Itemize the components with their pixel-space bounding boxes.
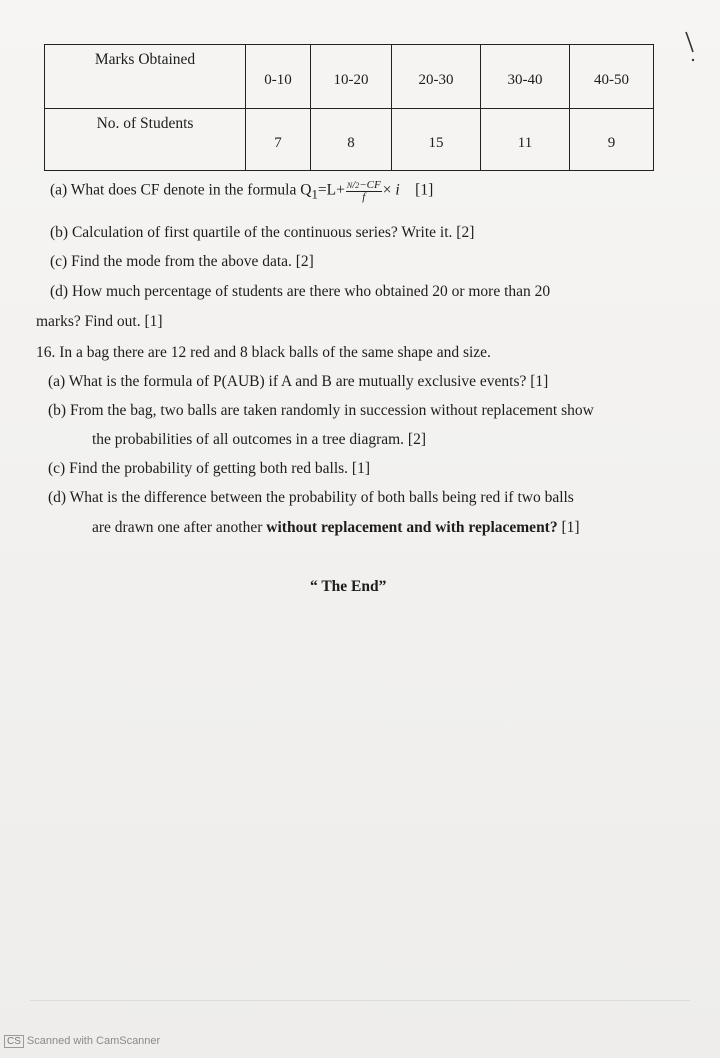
table-cell: 10-20	[311, 45, 392, 109]
question-15c: (c) Find the mode from the above data. [2]	[50, 253, 314, 270]
formula-n: N	[346, 181, 353, 190]
question-16d-line2	[92, 519, 580, 537]
camscanner-logo-icon: CS	[4, 1035, 24, 1048]
table-cell: 20-30	[392, 45, 481, 109]
pen-tick-mark	[684, 30, 698, 66]
table-cell: 11	[481, 109, 570, 171]
table-cell: 30-40	[481, 45, 570, 109]
formula-text: =L+	[317, 181, 345, 199]
table-cell: 9	[570, 109, 654, 171]
end-text: “ The End”	[310, 578, 387, 595]
table-cell: 0-10	[246, 45, 311, 109]
question-15d-line1: (d) How much percentage of students are there who obtained 20 or more than 20	[50, 283, 551, 300]
question-16b-line1: (b) From the bag, two balls are taken randomly in succession without replacement show	[48, 402, 594, 419]
marks-label: [1]	[415, 181, 434, 199]
marks-label: [1]	[557, 519, 580, 536]
formula-denominator: f	[362, 191, 366, 203]
question-text: are drawn one after another	[92, 519, 267, 536]
emphasis-text: without replacement and with replacement?	[266, 519, 558, 536]
subscript: 1	[311, 186, 318, 202]
question-15b: (b) Calculation of first quartile of the continuous series? Write it. [2]	[50, 224, 475, 241]
table-row	[45, 45, 654, 109]
camscanner-watermark	[4, 1035, 160, 1048]
formula-two: 2	[355, 181, 360, 190]
question-16d-line1: (d) What is the difference between the probability of both balls being red if two balls	[48, 489, 574, 506]
question-15d-line2: marks? Find out. [1]	[36, 313, 163, 330]
footer-rule	[30, 1000, 690, 1001]
table-cell: 15	[392, 109, 481, 171]
table-cell: 40-50	[570, 45, 654, 109]
table-cell: 7	[246, 109, 311, 171]
table-row	[45, 109, 654, 171]
question-16b-line2: the probabilities of all outcomes in a tree diagram. [2]	[92, 431, 426, 448]
formula-i: i	[395, 181, 400, 199]
row-header-students: No. of Students	[45, 109, 246, 171]
question-16c: (c) Find the probability of getting both red balls. [1]	[48, 460, 370, 477]
question-16-intro: 16. In a bag there are 12 red and 8 black balls of the same shape and size.	[36, 344, 491, 361]
formula-times: ×	[382, 181, 392, 199]
marks-frequency-table	[44, 44, 654, 171]
formula-fraction: $\frac{N/2-CF}{f}$	[346, 179, 381, 203]
question-16a: (a) What is the formula of P(AUB) if A and B are mutually exclusive events? [1]	[48, 373, 549, 390]
watermark-text: Scanned with CamScanner	[26, 1035, 161, 1047]
row-header-marks: Marks Obtained	[45, 45, 246, 109]
table-cell: 8	[311, 109, 392, 171]
question-15a	[50, 180, 433, 203]
question-text: (a) What does CF denote in the formula Q	[50, 181, 312, 199]
formula-cf: −CF	[359, 179, 381, 191]
